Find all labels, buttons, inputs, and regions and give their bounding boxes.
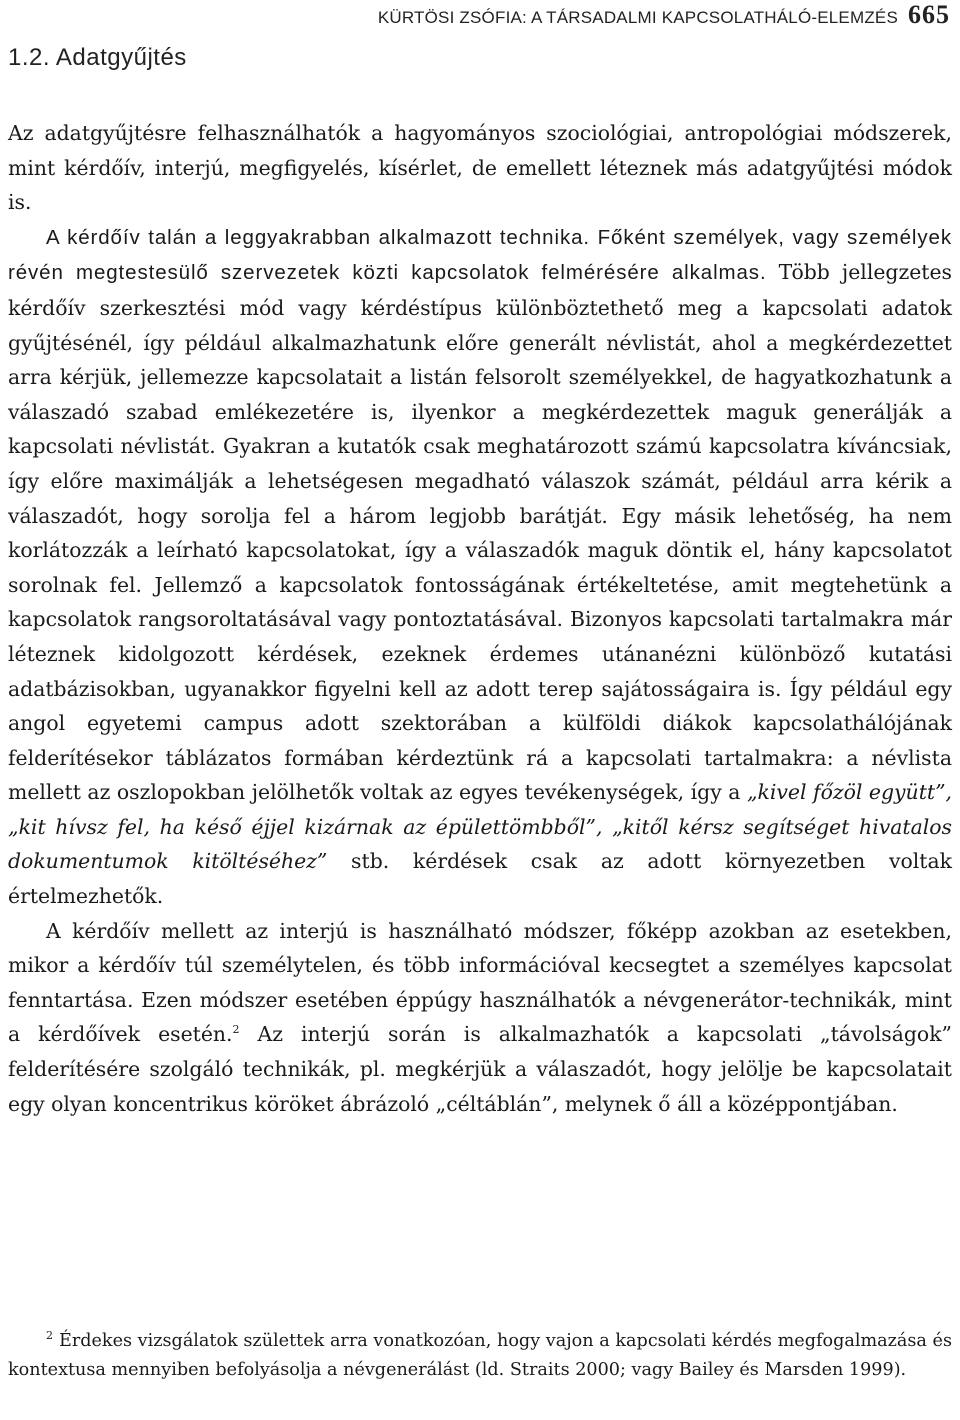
paragraph-2-examples: „kivel főzöl együtt”, „kit hívsz fel, ha késő éjjel kizárnak az épülettömbből”, „kitől kérsz segítséget hivatalos dokumentumok kitöltéséhez” xyxy=(8,780,952,874)
paragraph-3-part-b: Az interjú során is alkalmazhatók a kapcsolati „távolságok” felderítésére szolgáló technikák, pl. megkérjük a válaszadót, hogy jelölje be kapcsolatait egy olyan koncentrikus köröket ábrázoló „céltáblán”, melynek ő áll a középpontjában. xyxy=(8,1022,952,1116)
paragraph-1: Az adatgyűjtésre felhasználhatók a hagyományos szociológiai, antropológiai módszerek, mint kérdőív, interjú, megfigyelés, kísérlet, de emellett léteznek más adatgyűjtési módok is. xyxy=(8,121,952,215)
running-head-title: KÜRTÖSI ZSÓFIA: A TÁRSADALMI KAPCSOLATHÁLÓ-ELEMZÉS xyxy=(377,8,898,27)
body-text xyxy=(8,116,952,1121)
paragraph-3 xyxy=(8,914,952,1122)
footnote-reference: 2 xyxy=(232,1023,240,1037)
paragraph-2-body: Több jellegzetes kérdőív szerkesztési mód vagy kérdéstípus különböztethető meg a kapcsolati adatok gyűjtésénél, így például alkalmazhatunk előre generált névlistát, ahol a megkérdezettet arra kérjük, jellemezze kapcsolatait a listán felsorolt személyekkel, de hagyatkozhatunk a válaszadó szabad emlékezetére is, ilyenkor a megkérdezettek maguk generálják a kapcsolati névlistát. Gyakran a kutatók csak meghatározott számú kapcsolatra kíváncsiak, így előre maximálják a lehetségesen megadható válaszok számát, például arra kérik a válaszadót, hogy sorolja fel a három legjobb barátját. Egy másik lehetőség, ha nem korlátozzák a leírható kapcsolatokat, így a válaszadók maguk döntik el, hány kapcsolatot sorolnak fel. Jellemző a kapcsolatok fontosságának értékeltetése, amit megtehetünk a kapcsolatok rangsoroltatásával vagy pontoztatásával. Bizonyos kapcsolati tartalmakra már léteznek kidolgozott kérdések, ezeknek érdemes utánanézni különböző kutatási adatbázisokban, ugyanakkor figyelni kell az adott terep sajátosságaira is. Így például egy angol egyetemi campus adott szektorában a külföldi diákok kapcsolathálójának felderítésekor táblázatos formában kérdeztünk rá a kapcsolati tartalmakra: a névlista mellett az oszlopokban jelölhetők voltak az egyes tevékenységek, így a xyxy=(8,260,952,805)
paragraph-3-part-a: A kérdőív mellett az interjú is használható módszer, főképp azokban az esetekben, mikor a kérdőív túl személytelen, és több információval kecsegtet a személyes kapcsolat fenntartása. Ezen módszer esetében éppúgy használhatók a névgenerátor-technikák, mint a kérdőívek esetén. xyxy=(8,918,952,1047)
paragraph-2-tail: stb. kérdések csak az adott környezetben voltak értelmezhetők. xyxy=(8,849,953,909)
page-number: 665 xyxy=(908,0,950,29)
footnote-marker: 2 xyxy=(46,1329,53,1343)
running-head xyxy=(378,0,950,30)
footnote xyxy=(8,1327,952,1384)
footnote-text: Érdekes vizsgálatok születtek arra vonatkozóan, hogy vajon a kapcsolati kérdés megfogalmazása és kontextusa mennyiben befolyásolja a névgenerálást (ld. Straits 2000; vagy Bailey és Marsden 1999). xyxy=(8,1331,952,1380)
paragraph-2-lead: A kérdőív talán a leggyakrabban alkalmazott technika. Főként személyek, vagy személyek révén megtestesülő szervezetek közti kapcsolatok felmérésére alkalmas. xyxy=(8,225,952,285)
paragraph-2 xyxy=(8,220,952,914)
footnote-paragraph xyxy=(8,1327,952,1384)
section-heading: 1.2. Adatgyűjtés xyxy=(8,44,187,71)
